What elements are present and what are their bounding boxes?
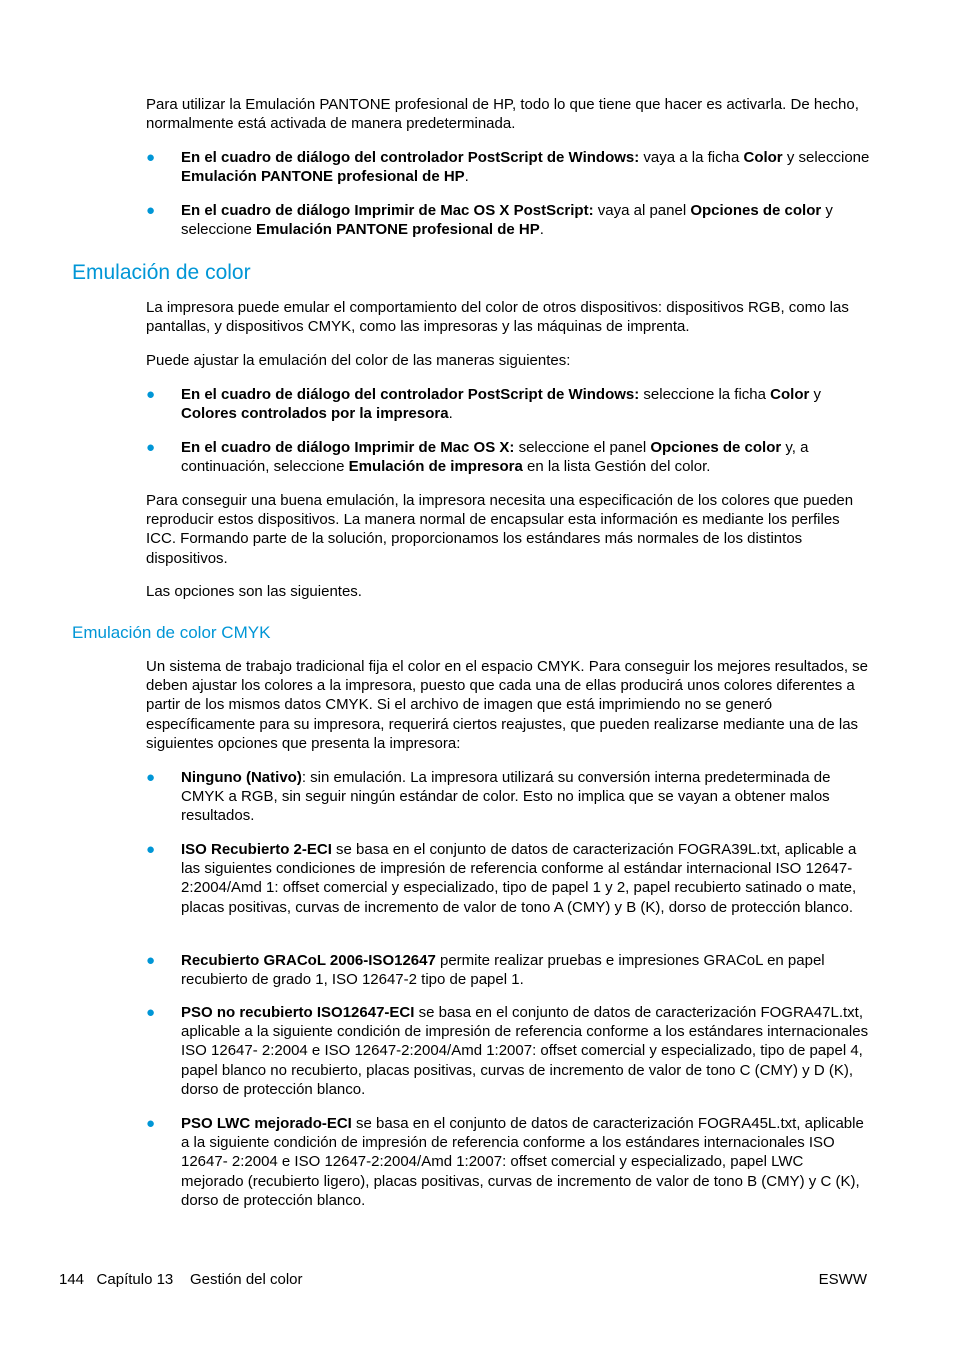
section-title: Emulación de color bbox=[72, 261, 251, 284]
list-item: ● PSO LWC mejorado-ECI se basa en el conjunto de datos de caracterización FOGRA45L.txt, aplicable a la siguiente condición de impresión de referencia conforme a los estándares internacionales ISO 12647- 2:2004 e ISO 12647-2:2004/Amd 1:2007: offset comercial y especializado, papel LWC mejorado (recubierto ligero), placas positivas, curvas de incremento de valor de tono B (CMY) y C (K), dorso de protección blanco. bbox=[146, 1115, 864, 1209]
list-item: ● Recubierto GRACoL 2006-ISO12647 permite realizar pruebas e impresiones GRACoL en papel recubierto de grado 1, ISO 12647-2 tipo de papel 1. bbox=[146, 952, 825, 989]
list-item: ● ISO Recubierto 2-ECI se basa en el conjunto de datos de caracterización FOGRA39L.txt, aplicable a las siguientes condiciones de impresión de referencia conforme al estándar internacional ISO 12647-2:2004/Amd 1: offset comercial y especializado, tipo de papel 1 y 2, papel recubierto satinado o mate, placas positivas, curvas de incremento de valor de tono A (CMY) y B (K), dorso de protección blanco. bbox=[146, 841, 857, 916]
chapter-title: Gestión del color bbox=[189, 1271, 303, 1288]
chapter-label: Capítulo 13 bbox=[96, 1271, 174, 1288]
subsection-paragraph: Un sistema de trabajo tradicional fija el color en el espacio CMYK. Para conseguir los mejores resultados, se deben ajustar los colores a la impresora, puesto que cada una de ellas producirá unos colores diferentes a partir de los mismos datos CMYK. Si el archivo de imagen que está imprimiendo no se generó específicamente para su impresora, requerirá ciertos reajustes, que pueden realizarse mediante una de las siguientes opciones que presenta la impresora: bbox=[146, 658, 869, 752]
section-paragraph: La impresora puede emular el comportamiento del color de otros dispositivos: dispositivos RGB, como las pantallas, y dispositivos CMYK, como las impresoras y las máquinas de imprenta. bbox=[146, 299, 849, 336]
page-number: 144 bbox=[59, 1271, 85, 1288]
bullet-icon: ● bbox=[146, 952, 156, 969]
bullet-icon: ● bbox=[146, 439, 156, 456]
section-paragraph: Las opciones son las siguientes. bbox=[146, 583, 362, 600]
list-item: ● En el cuadro de diálogo Imprimir de Mac OS X PostScript: vaya al panel Opciones de color y seleccione Emulación PANTONE profesional de HP. bbox=[146, 202, 833, 239]
list-item: ● En el cuadro de diálogo del controlador PostScript de Windows: seleccione la ficha Color y Colores controlados por la impresora. bbox=[146, 386, 821, 423]
bullet-icon: ● bbox=[146, 202, 156, 219]
intro-paragraph: Para utilizar la Emulación PANTONE profesional de HP, todo lo que tiene que hacer es activarla. De hecho, normalmente está activada de manera predeterminada. bbox=[146, 96, 859, 133]
footer-locale: ESWW bbox=[818, 1271, 867, 1288]
bullet-icon: ● bbox=[146, 149, 156, 166]
list-item: ● Ninguno (Nativo): sin emulación. La impresora utilizará su conversión interna predeterminada de CMYK a RGB, sin seguir ningún estándar de color. Esto no implica que se vayan a obtener malos resultados. bbox=[146, 769, 831, 825]
bullet-icon: ● bbox=[146, 1115, 156, 1132]
section-paragraph: Para conseguir una buena emulación, la impresora necesita una especificación de los colores que pueden reproducir estos dispositivos. La manera normal de encapsular esta información es mediante los perfiles ICC. Formando parte de la solución, proporcionamos los estándares más normales de los distintos dispositivos. bbox=[146, 492, 854, 567]
list-item: ● PSO no recubierto ISO12647-ECI se basa en el conjunto de datos de caracterización FOGRA47L.txt, aplicable a la siguiente condición de impresión de referencia conforme a los estándares internacionales ISO 12647- 2:2004 e ISO 12647-2:2004/Amd 1:2007: offset comercial y especializado, tipo de papel 4, papel blanco no recubierto, placas positivas, curvas de incremento de valor de tono C (CMY) y D (K), dorso de protección blanco. bbox=[146, 1004, 869, 1098]
subsection-title: Emulación de color CMYK bbox=[72, 623, 271, 642]
bullet-icon: ● bbox=[146, 1004, 156, 1021]
list-item: ● En el cuadro de diálogo Imprimir de Mac OS X: seleccione el panel Opciones de color y, a continuación, seleccione Emulación de impresora en la lista Gestión del color. bbox=[146, 439, 809, 476]
page-footer bbox=[59, 1270, 303, 1289]
bullet-icon: ● bbox=[146, 769, 156, 786]
list-item: ● En el cuadro de diálogo del controlador PostScript de Windows: vaya a la ficha Color y seleccione Emulación PANTONE profesional de HP. bbox=[146, 149, 870, 186]
bullet-icon: ● bbox=[146, 841, 156, 858]
bullet-icon: ● bbox=[146, 386, 156, 403]
section-paragraph: Puede ajustar la emulación del color de las maneras siguientes: bbox=[146, 352, 571, 369]
